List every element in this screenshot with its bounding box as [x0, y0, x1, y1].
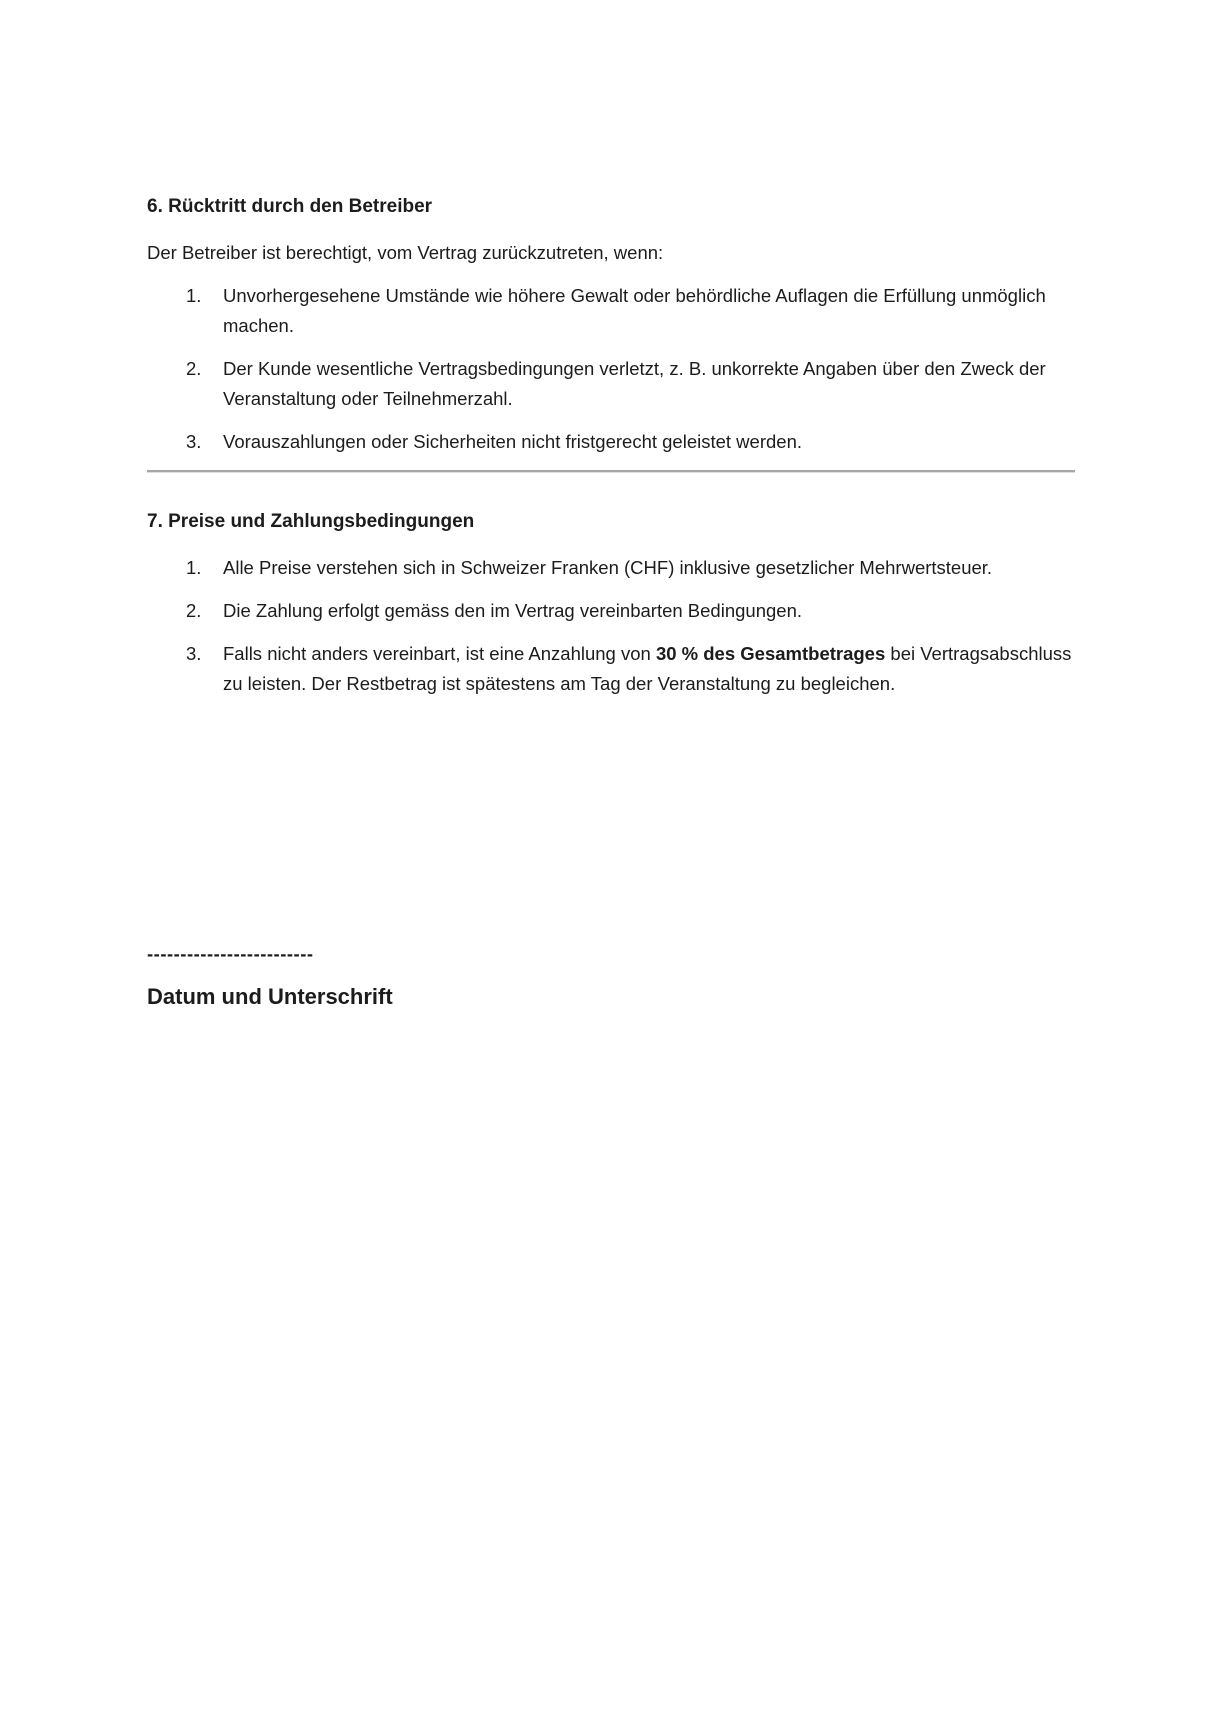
list-item [147, 553, 1075, 583]
signature-dash-line: ------------------------- [147, 943, 314, 964]
list-item [147, 427, 1075, 457]
section-preise [147, 507, 1075, 699]
blank-space [147, 712, 1075, 939]
list-number: 3. [186, 431, 202, 452]
list-item-text: Die Zahlung erfolgt gemäss den im Vertrag vereinbarten Bedingungen. [223, 600, 802, 621]
signature-label: Datum und Unterschrift [147, 984, 393, 1009]
list-item-text: Alle Preise verstehen sich in Schweizer Franken (CHF) inklusive gesetzlicher Mehrwertsteuer. [223, 557, 993, 578]
list-item-text-bold: 30 % des Gesamtbetrages [655, 643, 886, 664]
list-number: 3. [186, 643, 202, 664]
section-7-list [147, 553, 1075, 699]
section-7-heading: 7. Preise und Zahlungsbedingungen [147, 511, 475, 532]
list-item [147, 281, 1075, 341]
list-item [147, 354, 1075, 414]
section-6-intro: Der Betreiber ist berechtigt, vom Vertrag zurückzutreten, wenn: [147, 242, 664, 263]
section-divider [147, 470, 1075, 473]
section-rucktritt [147, 192, 1075, 457]
list-number: 2. [186, 600, 202, 621]
list-item-text-post: bei Vertragsabschluss zu leisten. Der Restbetrag ist spätestens am Tag der Veranstaltung zu begleichen. [223, 643, 1072, 694]
list-item-text-pre: Falls nicht anders vereinbart, ist eine Anzahlung von [223, 643, 656, 664]
section-6-list [147, 281, 1075, 457]
list-item-text [223, 643, 1071, 694]
list-item [147, 639, 1075, 699]
list-number: 2. [186, 358, 202, 379]
list-item-text: Unvorhergesehene Umstände wie höhere Gewalt oder behördliche Auflagen die Erfüllung unmöglich machen. [223, 285, 1046, 336]
list-item-text: Vorauszahlungen oder Sicherheiten nicht fristgerecht geleistet werden. [223, 431, 802, 452]
list-number: 1. [186, 557, 202, 578]
list-item-text: Der Kunde wesentliche Vertragsbedingungen verletzt, z. B. unkorrekte Angaben über den Zweck der Veranstaltung oder Teilnehmerzahl. [223, 358, 1046, 409]
list-number: 1. [186, 285, 202, 306]
list-item [147, 596, 1075, 626]
section-6-heading: 6. Rücktritt durch den Betreiber [147, 196, 433, 217]
